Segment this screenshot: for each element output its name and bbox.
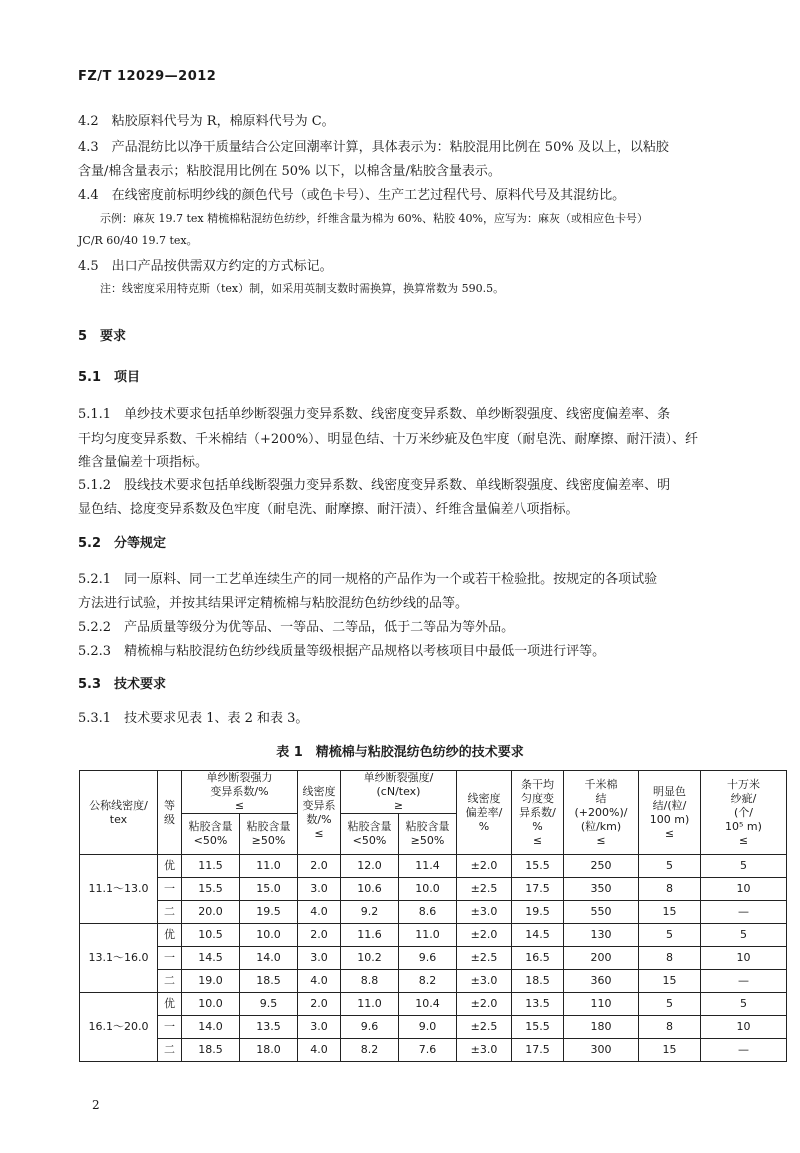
- table-cell: 10: [701, 947, 787, 970]
- table-cell: 10.5: [182, 924, 240, 947]
- clause-5-1-2-cont: 显色结、捻度变异系数及色牢度（耐皂洗、耐摩擦、耐汗渍）、纤维含量偏差八项指标。: [78, 502, 579, 517]
- table-cell: 9.5: [240, 993, 298, 1016]
- table-row: [80, 1039, 787, 1062]
- table-cell: ±2.5: [457, 947, 512, 970]
- table-cell: 2.0: [298, 924, 341, 947]
- table-cell: 11.0: [341, 993, 399, 1016]
- table-cell: 130: [564, 924, 639, 947]
- page-number: 2: [92, 1098, 100, 1112]
- table-cell: 3.0: [298, 878, 341, 901]
- table-cell: ±2.5: [457, 1016, 512, 1039]
- table-cell: 5: [639, 924, 701, 947]
- table-cell: ±3.0: [457, 901, 512, 924]
- table-cell: 11.4: [399, 855, 457, 878]
- table-cell: 4.0: [298, 901, 341, 924]
- table-cell: —: [701, 1039, 787, 1062]
- grade-cell: 二: [158, 1039, 182, 1062]
- table-cell: 15: [639, 970, 701, 993]
- table-cell: 17.5: [512, 878, 564, 901]
- header-faults: 十万米 纱疵/ (个/ 10⁵ m) ≤: [701, 771, 787, 855]
- section-5-2-title: 5.2 分等规定: [78, 536, 167, 551]
- table-cell: 14.0: [240, 947, 298, 970]
- table-cell: 10.4: [399, 993, 457, 1016]
- range-cell: 16.1～20.0: [80, 993, 158, 1062]
- table-cell: 10.0: [182, 993, 240, 1016]
- range-cell: 13.1～16.0: [80, 924, 158, 993]
- table-row: [80, 924, 787, 947]
- clause-5-1-1-cont: 干均匀度变异系数、千米棉结（+200%）、明显色结、十万米纱疵及色牢度（耐皂洗、耐摩擦、耐汗渍）、纤: [78, 432, 699, 447]
- table-cell: 18.5: [240, 970, 298, 993]
- table-cell: 5: [639, 855, 701, 878]
- table-cell: 3.0: [298, 947, 341, 970]
- table-cell: 11.0: [399, 924, 457, 947]
- table-cell: 9.6: [399, 947, 457, 970]
- clause-4-3: 4.3 产品混纺比以净干质量结合公定回潮率计算，具体表示为：粘胶混用比例在 50% 及以上，以粘胶: [78, 140, 669, 155]
- table-cell: —: [701, 901, 787, 924]
- table-cell: 9.2: [341, 901, 399, 924]
- table-row: [80, 970, 787, 993]
- grade-cell: 优: [158, 924, 182, 947]
- table-cell: 8.2: [341, 1039, 399, 1062]
- table-cell: 15.5: [512, 855, 564, 878]
- table-cell: 9.6: [341, 1016, 399, 1039]
- table-cell: 19.0: [182, 970, 240, 993]
- section-5-3-title: 5.3 技术要求: [78, 677, 167, 692]
- table-cell: 10.2: [341, 947, 399, 970]
- table-cell: 200: [564, 947, 639, 970]
- table-caption: 表 1 精梳棉与粘胶混纺色纺纱的技术要求: [276, 745, 524, 760]
- table-cell: ±2.0: [457, 855, 512, 878]
- table-cell: 250: [564, 855, 639, 878]
- table-cell: 350: [564, 878, 639, 901]
- table-cell: ±3.0: [457, 970, 512, 993]
- table-cell: 20.0: [182, 901, 240, 924]
- header-density-dev: 线密度 偏差率/ %: [457, 771, 512, 855]
- table-cell: 7.6: [399, 1039, 457, 1062]
- header-evenness-cv: 条干均 匀度变 异系数/ % ≤: [512, 771, 564, 855]
- table-cell: 8.8: [341, 970, 399, 993]
- table-cell: 11.6: [341, 924, 399, 947]
- table-cell: 14.5: [512, 924, 564, 947]
- table-cell: 10: [701, 878, 787, 901]
- table-cell: 8.2: [399, 970, 457, 993]
- clause-5-3-1: 5.3.1 技术要求见表 1、表 2 和表 3。: [78, 711, 309, 726]
- clause-5-1-1: 5.1.1 单纱技术要求包括单纱断裂强力变异系数、线密度变异系数、单纱断裂强度、线密度偏差率、条: [78, 407, 671, 422]
- table-cell: 10.0: [399, 878, 457, 901]
- grade-cell: 一: [158, 878, 182, 901]
- clause-4-2: 4.2 粘胶原料代号为 R，棉原料代号为 C。: [78, 114, 335, 129]
- table-cell: 10.0: [240, 924, 298, 947]
- table-cell: 8: [639, 1016, 701, 1039]
- table-cell: 5: [701, 993, 787, 1016]
- clause-5-2-2: 5.2.2 产品质量等级分为优等品、一等品、二等品，低于二等品为等外品。: [78, 620, 515, 635]
- clause-5-2-3: 5.2.3 精梳棉与粘胶混纺色纺纱线质量等级根据产品规格以考核项目中最低一项进行评等。: [78, 644, 606, 659]
- clause-4-5: 4.5 出口产品按供需双方约定的方式标记。: [78, 259, 333, 274]
- clause-5-1-1-cont2: 维含量偏差十项指标。: [78, 455, 209, 470]
- table-row: [80, 878, 787, 901]
- table-cell: 15.5: [182, 878, 240, 901]
- grade-cell: 一: [158, 947, 182, 970]
- table-cell: 2.0: [298, 993, 341, 1016]
- range-cell: 11.1～13.0: [80, 855, 158, 924]
- table-row: [80, 855, 787, 878]
- clause-5-1-2: 5.1.2 股线技术要求包括单线断裂强力变异系数、线密度变异系数、单线断裂强度、线密度偏差率、明: [78, 478, 671, 493]
- table-cell: 9.0: [399, 1016, 457, 1039]
- header-strength-cv: 单纱断裂强力 变异系数/% ≤: [182, 771, 298, 814]
- grade-cell: 二: [158, 970, 182, 993]
- header-density-range: 公称线密度/ tex: [80, 771, 158, 855]
- example-text: 示例：麻灰 19.7 tex 精梳棉粘混纺色纺纱，纤维含量为棉为 60%、粘胶 40%，应写为：麻灰（或相应色卡号）: [100, 212, 649, 225]
- table-row: [80, 947, 787, 970]
- clause-4-3-cont: 含量/棉含量表示；粘胶混用比例在 50% 以下，以棉含量/粘胶含量表示。: [78, 164, 501, 179]
- grade-cell: 优: [158, 855, 182, 878]
- table-cell: 13.5: [512, 993, 564, 1016]
- table-cell: 18.5: [182, 1039, 240, 1062]
- table-cell: 10: [701, 1016, 787, 1039]
- table-cell: 14.0: [182, 1016, 240, 1039]
- header-tenacity-high: 粘胶含量 ≥50%: [399, 814, 457, 855]
- table-cell: —: [701, 970, 787, 993]
- table-cell: 10.6: [341, 878, 399, 901]
- header-tenacity: 单纱断裂强度/ (cN/tex) ≥: [341, 771, 457, 814]
- note-text: 注：线密度采用特克斯（tex）制，如采用英制支数时需换算，换算常数为 590.5。: [100, 282, 505, 295]
- table-cell: 360: [564, 970, 639, 993]
- header-strength-cv-low: 粘胶含量 <50%: [182, 814, 240, 855]
- table-cell: 5: [701, 924, 787, 947]
- grade-cell: 二: [158, 901, 182, 924]
- header-neps: 千米棉 结 (+200%)/ (粒/km) ≤: [564, 771, 639, 855]
- table-cell: 4.0: [298, 1039, 341, 1062]
- table-cell: 8: [639, 878, 701, 901]
- table-cell: 4.0: [298, 970, 341, 993]
- table-cell: 11.0: [240, 855, 298, 878]
- clause-4-4: 4.4 在线密度前标明纱线的颜色代号（或色卡号）、生产工艺过程代号、原料代号及其混纺比。: [78, 188, 626, 203]
- table-cell: 8.6: [399, 901, 457, 924]
- table-cell: 180: [564, 1016, 639, 1039]
- table-cell: 300: [564, 1039, 639, 1062]
- header-grade: 等 级: [158, 771, 182, 855]
- table-cell: 12.0: [341, 855, 399, 878]
- table-cell: ±2.0: [457, 993, 512, 1016]
- table-cell: 17.5: [512, 1039, 564, 1062]
- header-color-knots: 明显色 结/(粒/ 100 m) ≤: [639, 771, 701, 855]
- table-row: [80, 901, 787, 924]
- table-cell: 18.5: [512, 970, 564, 993]
- table-cell: 19.5: [240, 901, 298, 924]
- header-strength-cv-high: 粘胶含量 ≥50%: [240, 814, 298, 855]
- table-row: [80, 993, 787, 1016]
- table-cell: 8: [639, 947, 701, 970]
- table-cell: 15.0: [240, 878, 298, 901]
- table-cell: 11.5: [182, 855, 240, 878]
- table-cell: 5: [639, 993, 701, 1016]
- table-cell: 3.0: [298, 1016, 341, 1039]
- clause-5-2-1-cont: 方法进行试验，并按其结果评定精梳棉与粘胶混纺色纺纱线的品等。: [78, 596, 469, 611]
- table-cell: 14.5: [182, 947, 240, 970]
- grade-cell: 优: [158, 993, 182, 1016]
- tech-requirements-table: [79, 770, 787, 1062]
- table-cell: 18.0: [240, 1039, 298, 1062]
- table-cell: 5: [701, 855, 787, 878]
- table-cell: ±3.0: [457, 1039, 512, 1062]
- table-cell: 2.0: [298, 855, 341, 878]
- table-row: [80, 1016, 787, 1039]
- table-cell: 19.5: [512, 901, 564, 924]
- table-cell: 13.5: [240, 1016, 298, 1039]
- standard-number: FZ/T 12029—2012: [78, 69, 217, 84]
- grade-cell: 一: [158, 1016, 182, 1039]
- table-cell: 15: [639, 901, 701, 924]
- header-tenacity-low: 粘胶含量 <50%: [341, 814, 399, 855]
- table-cell: 110: [564, 993, 639, 1016]
- section-5-1-title: 5.1 项目: [78, 370, 141, 385]
- section-5-title: 5 要求: [78, 329, 127, 344]
- table-cell: 550: [564, 901, 639, 924]
- header-density-cv: 线密度 变异系 数/% ≤: [298, 771, 341, 855]
- table-cell: 16.5: [512, 947, 564, 970]
- table-cell: ±2.0: [457, 924, 512, 947]
- table-cell: 15: [639, 1039, 701, 1062]
- table-cell: 15.5: [512, 1016, 564, 1039]
- table-cell: ±2.5: [457, 878, 512, 901]
- clause-5-2-1: 5.2.1 同一原料、同一工艺单连续生产的同一规格的产品作为一个或若干检验批。按规定的各项试验: [78, 572, 658, 587]
- example-text-cont: JC/R 60/40 19.7 tex。: [78, 234, 198, 247]
